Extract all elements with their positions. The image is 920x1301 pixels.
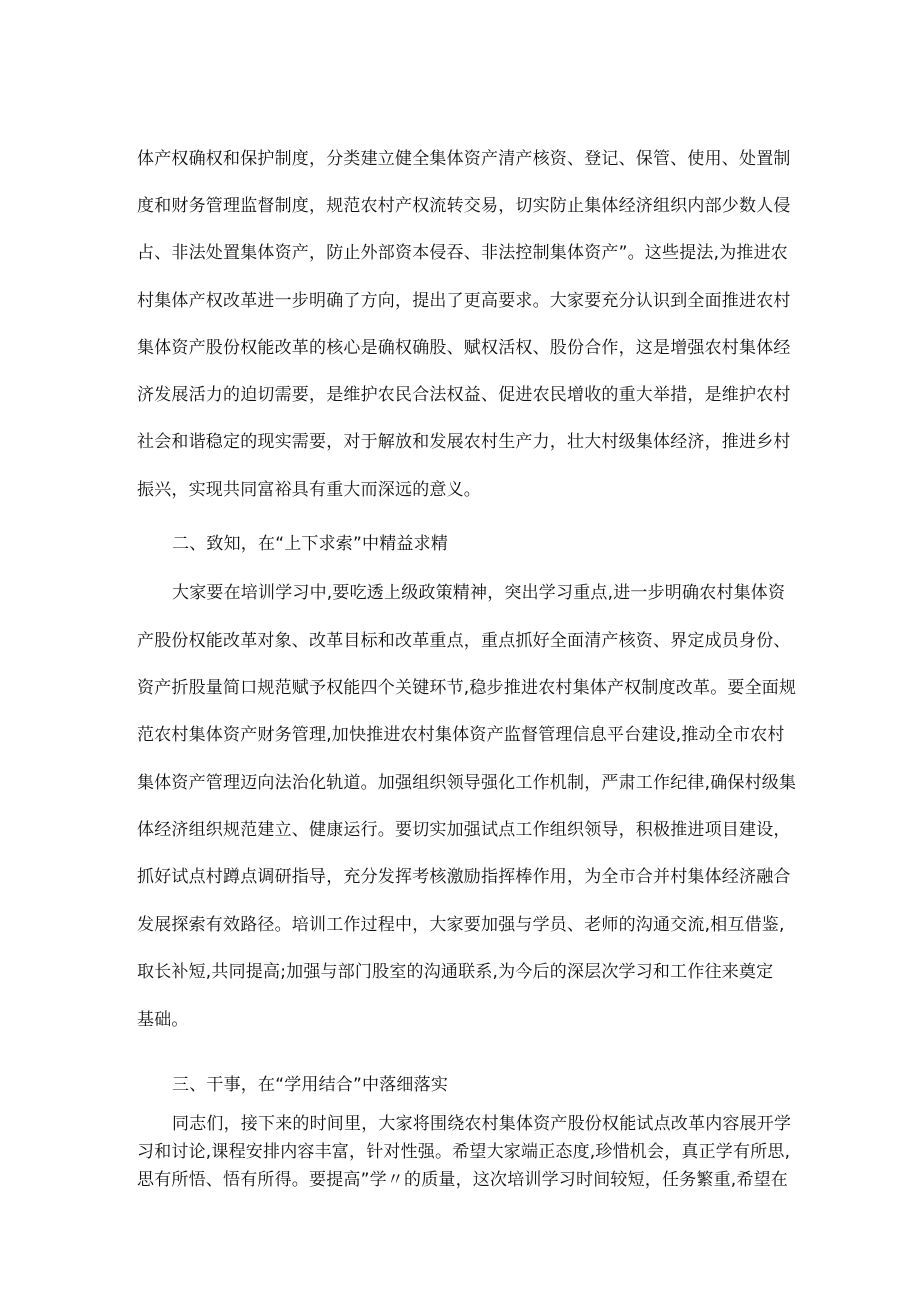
paragraph1-line: 振兴，实现共同富裕具有重大而深远的意义。 (137, 480, 481, 500)
paragraph2-line: 发展探索有效路径。培训工作过程中，大家要加强与学员、老师的沟通交流,相互借鉴, (137, 915, 785, 935)
paragraph2-line: 抓好试点村蹲点调研指导，充分发挥考核激励指挥棒作用，为全市合并村集体经济融合 (137, 867, 791, 887)
paragraph1-line: 度和财务管理监督制度，规范农村产权流转交易，切实防止集体经济组织内部少数人侵 (137, 196, 791, 216)
section-heading-2: 二、致知，在“上下求索”中精益求精 (172, 534, 449, 554)
paragraph3-line: 同志们，接下来的时间里，大家将围绕农村集体资产股份权能试点改革内容展开学 (172, 1114, 792, 1134)
paragraph2-line: 范农村集体资产财务管理,加快推进农村集体资产监督管理信息平台建设,推动全市农村 (137, 725, 785, 745)
paragraph2-line: 产股份权能改革对象、改革目标和改革重点，重点抓好全面清产核资、界定成员身份、 (137, 631, 791, 651)
paragraph2-line: 体经济组织规范建立、健康运行。要切实加强试点工作组织领导，积极推进项目建设， (137, 820, 791, 840)
paragraph2-line: 资产折股量简口规范赋予权能四个关键环节,稳步推进农村集体产权制度改革。要全面规 (137, 678, 797, 698)
paragraph1-line: 占、非法处置集体资产，防止外部资本侵吞、非法控制集体资产”。这些提法,为推进农 (137, 243, 789, 263)
paragraph3-line: 习和讨论,课程安排内容丰富，针对性强。希望大家端正态度,珍惜机会，真正学有所思, (137, 1142, 791, 1162)
paragraph2-line: 基础。 (137, 1010, 189, 1030)
paragraph2-line: 集体资产管理迈向法治化轨道。加强组织领导强化工作机制，严肃工作纪律,确保村级集 (137, 773, 797, 793)
paragraph1-line: 社会和谐稳定的现实需要，对于解放和发展农村生产力，壮大村级集体经济，推进乡村 (137, 432, 791, 452)
paragraph1-line: 体产权确权和保护制度，分类建立健全集体资产清产核资、登记、保管、使用、处置制 (137, 149, 791, 169)
paragraph1-line: 济发展活力的迫切需要，是维护农民合法权益、促进农民增收的重大举措，是维护农村 (137, 385, 791, 405)
paragraph2-line: 取长补短,共同提高;加强与部门股室的沟通联系,为今后的深层次学习和工作往来奠定 (137, 962, 774, 982)
paragraph2-line: 大家要在培训学习中,要吃透上级政策精神，突出学习重点,进一步明确农村集体资 (172, 583, 786, 603)
paragraph1-line: 村集体产权改革进一步明确了方向，提出了更高要求。大家要充分认识到全面推进农村 (137, 291, 791, 311)
section-heading-3: 三、干事，在“学用结合”中落细落实 (172, 1075, 449, 1095)
paragraph1-line: 集体资产股份权能改革的核心是确权确股、赋权活权、股份合作，这是增强农村集体经 (137, 338, 791, 358)
paragraph3-line: 思有所悟、悟有所得。要提高”学〃的质量，这次培训学习时间较短，任务繁重,希望在 (137, 1170, 789, 1190)
